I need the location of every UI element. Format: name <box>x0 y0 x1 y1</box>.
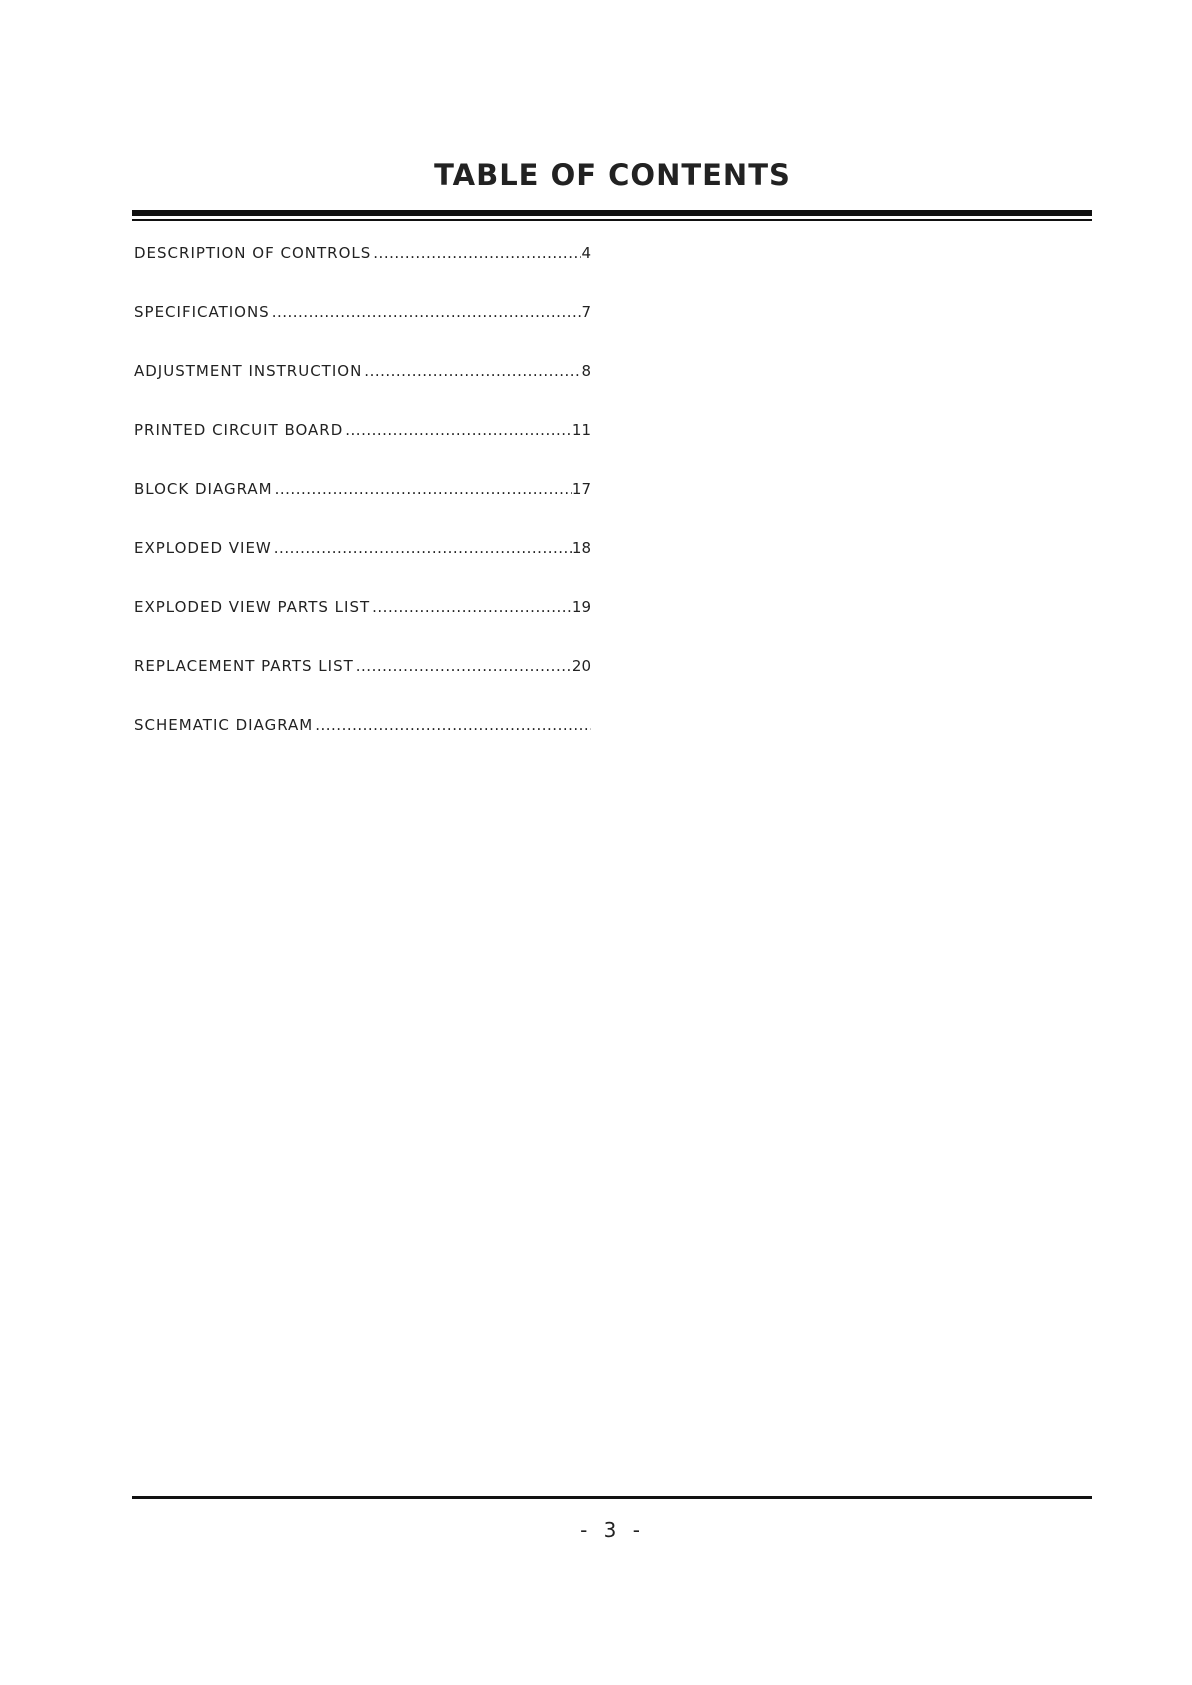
toc-entry-page: 17 <box>571 480 591 498</box>
toc-dot-leader <box>370 598 572 616</box>
page-title: TABLE OF CONTENTS <box>434 158 791 192</box>
toc-entry-specifications[interactable] <box>134 303 591 362</box>
toc-entry-label: EXPLODED VIEW PARTS LIST <box>134 598 371 616</box>
toc-dot-leader <box>272 539 572 557</box>
toc-entry-page: 18 <box>571 539 591 557</box>
toc-entry-replacement-parts-list[interactable] <box>134 657 591 716</box>
toc-entry-label: PRINTED CIRCUIT BOARD <box>134 421 344 439</box>
toc-entry-label: EXPLODED VIEW <box>134 539 272 557</box>
toc-entry-exploded-view-parts-list[interactable] <box>134 598 591 657</box>
toc-dot-leader <box>273 480 572 498</box>
toc-entry-schematic-diagram[interactable] <box>134 716 591 775</box>
toc-dot-leader <box>371 244 581 262</box>
toc-entry-exploded-view[interactable] <box>134 539 591 598</box>
toc-entry-label: REPLACEMENT PARTS LIST <box>134 657 354 675</box>
toc-dot-leader <box>354 657 572 675</box>
toc-entry-label: BLOCK DIAGRAM <box>134 480 273 498</box>
toc-entry-page: 8 <box>581 362 591 380</box>
toc-dot-leader <box>362 362 581 380</box>
toc-entry-block-diagram[interactable] <box>134 480 591 539</box>
toc-entry-adjustment-instruction[interactable] <box>134 362 591 421</box>
toc-entry-label: ADJUSTMENT INSTRUCTION <box>134 362 363 380</box>
toc-entry-label: SCHEMATIC DIAGRAM <box>134 716 314 734</box>
table-of-contents <box>134 244 591 775</box>
toc-entry-description-of-controls[interactable] <box>134 244 591 303</box>
toc-entry-page: 19 <box>571 598 591 616</box>
footer-rule <box>132 1496 1092 1499</box>
toc-entry-page: 7 <box>581 303 591 321</box>
title-rule-thin <box>132 219 1092 221</box>
toc-dot-leader <box>313 716 591 734</box>
title-rule-thick <box>132 210 1092 216</box>
toc-entry-label: DESCRIPTION OF CONTROLS <box>134 244 372 262</box>
toc-entry-page: 20 <box>571 657 591 675</box>
page-number: - 3 - <box>580 1518 645 1542</box>
toc-entry-page: 11 <box>571 421 591 439</box>
toc-entry-printed-circuit-board[interactable] <box>134 421 591 480</box>
toc-dot-leader <box>270 303 582 321</box>
toc-dot-leader <box>343 421 572 439</box>
toc-entry-page: 4 <box>581 244 591 262</box>
toc-entry-label: SPECIFICATIONS <box>134 303 270 321</box>
